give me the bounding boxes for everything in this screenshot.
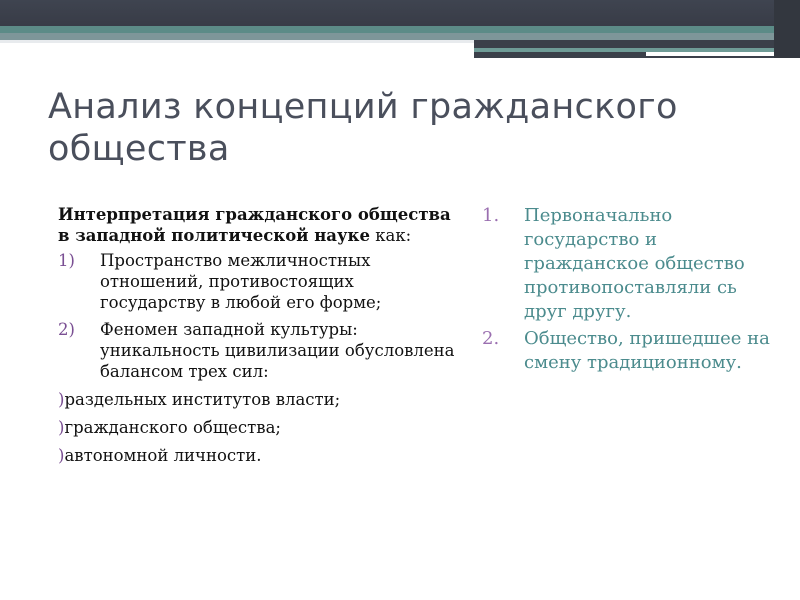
- slide-title: Анализ концепций гражданского общества: [48, 87, 678, 169]
- list-number: 2): [58, 320, 75, 339]
- list-number: 2.: [482, 328, 500, 349]
- list-number: 1): [58, 251, 75, 270]
- list-item: [482, 327, 772, 375]
- sub-list-item: [58, 445, 458, 466]
- sub-marker: ): [58, 446, 65, 465]
- right-column: [482, 204, 772, 378]
- corner-block: [774, 0, 800, 58]
- list-item: [58, 250, 458, 313]
- intro-bold-text: Интерпретация гражданского общества в западной политической науке: [58, 205, 451, 245]
- sub-marker: ): [58, 390, 65, 409]
- sub-list-item: [58, 417, 458, 438]
- intro-tail-text: как:: [369, 226, 412, 245]
- list-item-text: Феномен западной культуры: уникальность цивилизации обусловлена балансом трех сил:: [100, 320, 455, 381]
- list-item-text: Пространство межличностных отношений, противостоящих государству в любой его форме;: [100, 251, 382, 312]
- list-item: [482, 204, 772, 324]
- intro-paragraph: [58, 204, 458, 246]
- sub-item-text: раздельных институтов власти;: [64, 390, 341, 409]
- thin-divider: [0, 40, 474, 43]
- white-accent-line: [646, 52, 786, 56]
- list-item-text: Общество, пришедшее на смену традиционному.: [524, 328, 770, 373]
- sub-item-text: гражданского общества;: [64, 418, 281, 437]
- sub-list-item: [58, 389, 458, 410]
- sub-marker: ): [58, 418, 65, 437]
- left-column: [58, 204, 458, 473]
- top-dark-bar: [0, 0, 800, 26]
- list-number: 1.: [482, 205, 500, 226]
- sub-item-text: автономной личности.: [64, 446, 262, 465]
- list-item-text: Первоначально государство и гражданское общество противопоставляли сь друг другу.: [524, 205, 745, 322]
- list-item: [58, 319, 458, 382]
